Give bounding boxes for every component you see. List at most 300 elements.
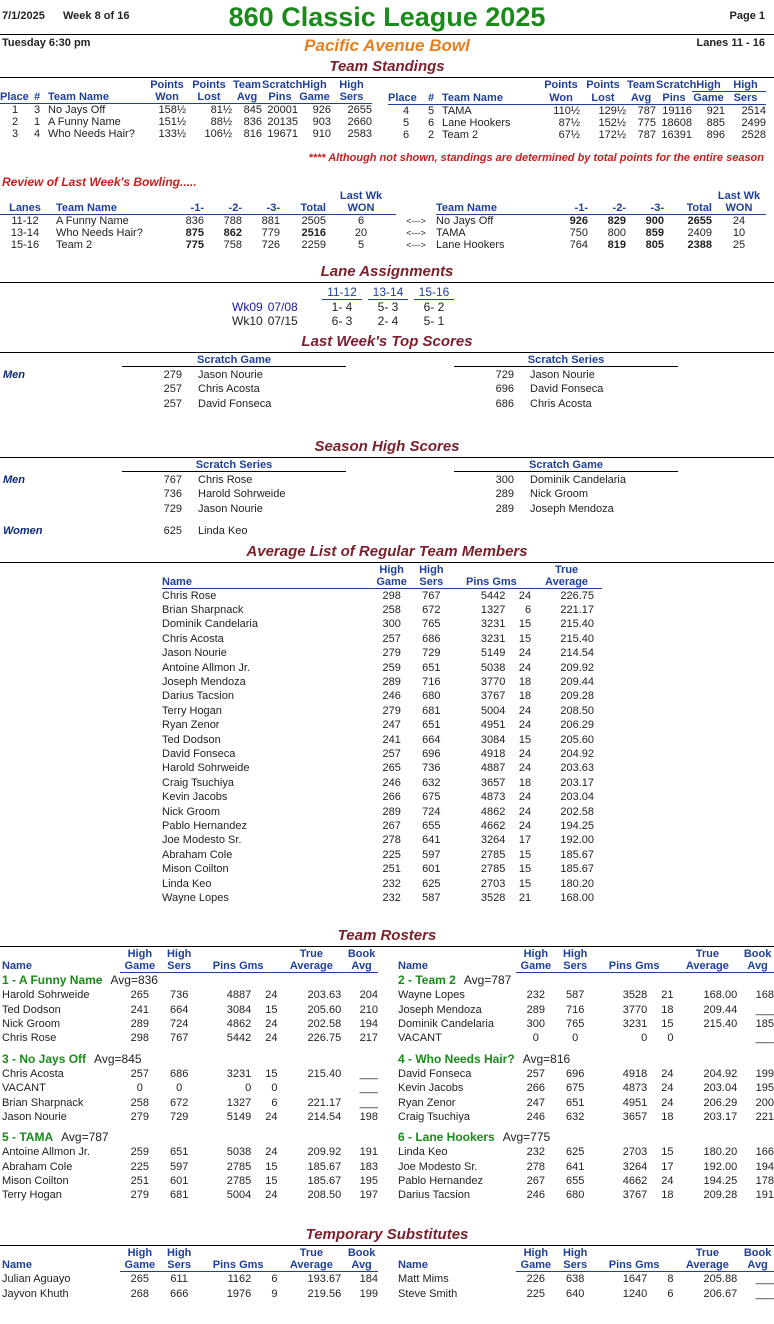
high-game: 298 xyxy=(382,589,401,602)
book-avg: 217 xyxy=(359,1032,378,1045)
team-heading xyxy=(396,973,774,988)
bowler-name: Darius Tacsion xyxy=(162,690,234,703)
bowler-name: Linda Keo xyxy=(398,1146,448,1159)
pins: 4887 xyxy=(226,989,252,1002)
high-sers: 632 xyxy=(422,776,441,789)
book-avg: 195 xyxy=(755,1082,774,1095)
pair-a: 1- 4 xyxy=(331,300,353,314)
book-avg: 184 xyxy=(359,1273,378,1286)
total: 2655 xyxy=(687,215,712,227)
team-average: Avg=845 xyxy=(94,1051,142,1066)
high-game: 896 xyxy=(706,129,725,141)
true-average: 194.25 xyxy=(703,1175,738,1188)
bowler-name: Nick Groom xyxy=(2,1017,61,1030)
high-sers: 724 xyxy=(169,1017,189,1030)
hdr-points-lost: Points xyxy=(192,79,226,91)
high-game: 265 xyxy=(130,1273,150,1286)
high-sers: 736 xyxy=(169,989,189,1002)
high-game: 278 xyxy=(382,834,401,847)
high-game: 246 xyxy=(382,776,401,789)
true-average xyxy=(277,1081,345,1095)
true-average: 204.92 xyxy=(560,747,594,760)
roster-row xyxy=(396,1002,774,1016)
games: 6 xyxy=(667,1287,674,1300)
bowler-name: Nick Groom xyxy=(162,805,221,818)
high-sers: 2514 xyxy=(741,105,766,117)
high-game: 289 xyxy=(382,805,401,818)
season-men-series-list xyxy=(122,474,346,517)
week-label: Wk09 xyxy=(232,299,263,314)
average-row xyxy=(162,848,602,862)
high-sers: 655 xyxy=(565,1175,585,1188)
scratch-pins: 18608 xyxy=(661,117,692,129)
bowler-name: Chris Rose xyxy=(162,589,217,602)
high-game: 268 xyxy=(130,1287,150,1300)
hdr-avg: Avg xyxy=(345,1259,378,1272)
book-avg: 185 xyxy=(755,1017,774,1030)
games: 21 xyxy=(518,891,532,904)
book-avg: ___ xyxy=(755,1003,774,1016)
high-game: 247 xyxy=(382,719,401,732)
high-sers: 601 xyxy=(422,863,441,876)
bowler-name: Jason Nourie xyxy=(2,1110,67,1123)
hdr-name: Name xyxy=(398,1259,428,1272)
league-title: 860 Classic League 2025 xyxy=(228,2,546,32)
pins: 4887 xyxy=(480,762,506,775)
won: 25 xyxy=(732,239,746,251)
hdr-team-name: Team Name xyxy=(438,92,542,105)
average-row xyxy=(162,675,602,689)
pins: 3657 xyxy=(480,776,506,789)
true-average: 221.17 xyxy=(307,1096,342,1109)
true-average: 203.17 xyxy=(703,1110,738,1123)
score: 289 xyxy=(495,502,514,515)
high-game: 246 xyxy=(526,1189,546,1202)
high-game: 232 xyxy=(382,891,401,904)
week-label: Week 8 of 16 xyxy=(63,10,130,22)
pins: 5004 xyxy=(480,704,506,717)
book-avg: 183 xyxy=(359,1160,378,1173)
hdr-pins: Pins xyxy=(656,92,692,105)
high-game: 251 xyxy=(382,863,401,876)
points-lost: 81½ xyxy=(210,104,232,116)
pins: 3231 xyxy=(622,1017,648,1030)
bowler-name: David Fonseca xyxy=(530,383,604,396)
true-average: 209.28 xyxy=(703,1189,738,1202)
book-avg: 191 xyxy=(755,1189,774,1202)
game2: 800 xyxy=(607,227,626,239)
points-lost: 106½ xyxy=(204,128,232,140)
high-sers: 625 xyxy=(565,1146,585,1159)
pins: 5442 xyxy=(226,1032,252,1045)
true-average: 185.67 xyxy=(560,863,594,876)
high-game: 225 xyxy=(130,1160,150,1173)
bowler-name: Julian Aguayo xyxy=(2,1273,71,1286)
bowler-name: Abraham Cole xyxy=(2,1160,73,1173)
high-sers: 716 xyxy=(565,1003,585,1016)
high-sers: 696 xyxy=(422,747,441,760)
high-sers: 716 xyxy=(422,676,441,689)
high-sers: 611 xyxy=(170,1273,188,1286)
score-row xyxy=(122,369,346,383)
book-avg: ___ xyxy=(359,1067,378,1080)
hdr-true: True xyxy=(695,948,719,960)
season-men-games-list xyxy=(454,474,678,517)
games: 24 xyxy=(661,1082,674,1095)
games: 18 xyxy=(661,1003,674,1016)
team-name: Team 2 xyxy=(56,239,93,251)
true-average: 219.56 xyxy=(307,1287,342,1300)
average-row xyxy=(162,689,602,703)
hdr-high-game: High xyxy=(302,79,327,91)
lane-pair-2: 13-14 xyxy=(368,285,408,300)
bowler-name: Chris Acosta xyxy=(198,383,260,396)
book-avg: 195 xyxy=(359,1175,378,1188)
games: 18 xyxy=(518,676,532,689)
bowler-name: Jason Nourie xyxy=(162,647,227,660)
team-name: Team 2 xyxy=(442,129,479,141)
high-game: 926 xyxy=(312,104,331,116)
hdr-lost: Lost xyxy=(580,92,626,105)
true-average: 203.17 xyxy=(560,776,594,789)
bowler-name: Craig Tsuchiya xyxy=(162,776,234,789)
team-number: 3 xyxy=(33,104,41,116)
score-row xyxy=(122,383,346,397)
bowler-name: Ted Dodson xyxy=(162,733,221,746)
bowler-name: Nick Groom xyxy=(530,488,589,501)
average-row xyxy=(162,718,602,732)
games: 0 xyxy=(271,1082,278,1095)
team-name: Who Needs Hair? xyxy=(56,227,143,239)
true-average: 206.29 xyxy=(703,1096,738,1109)
hdr-points-lost: Points xyxy=(586,79,620,92)
bowler-name: Mison Coilton xyxy=(162,863,229,876)
bowler-name: Darius Tacsion xyxy=(398,1189,470,1202)
average-row xyxy=(162,776,602,790)
bowler-name: Joe Modesto Sr. xyxy=(162,834,242,847)
hdr-game3: -3- xyxy=(242,202,280,215)
high-sers: 641 xyxy=(565,1160,585,1173)
games: 24 xyxy=(518,747,532,760)
bowler-name: Dominik Candelaria xyxy=(530,474,626,486)
score-row xyxy=(454,503,678,517)
team-label: 4 - Who Needs Hair? xyxy=(398,1051,515,1066)
pair-c: 5- 1 xyxy=(423,314,445,328)
true-average: 215.40 xyxy=(307,1067,342,1080)
pins: 4873 xyxy=(622,1082,648,1095)
average-row xyxy=(162,862,602,876)
pins: 2703 xyxy=(622,1146,648,1159)
score-row xyxy=(122,474,346,488)
hdr-name: Name xyxy=(2,1259,32,1272)
true-average: 202.58 xyxy=(560,805,594,818)
average-row xyxy=(162,632,602,646)
book-avg: 221 xyxy=(755,1110,774,1123)
high-sers: 587 xyxy=(565,989,585,1002)
bowler-name: Harold Sohrweide xyxy=(162,762,250,775)
hdr-game3: -3- xyxy=(626,202,664,215)
lanes-range: Lanes 11 - 16 xyxy=(696,37,765,49)
high-game: 226 xyxy=(526,1273,546,1286)
roster-row xyxy=(0,1174,378,1188)
pins: 5004 xyxy=(226,1189,252,1202)
average-row xyxy=(162,833,602,847)
high-sers: 651 xyxy=(422,719,441,732)
pins: 4918 xyxy=(480,747,506,760)
score-row xyxy=(454,383,678,397)
bowler-name: Craig Tsuchiya xyxy=(398,1110,470,1123)
bowler-name: Linda Keo xyxy=(198,525,248,537)
team-heading xyxy=(396,1130,774,1145)
review-row xyxy=(0,227,766,239)
standings-note: **** Although not shown, standings are determined by total points for the entire season xyxy=(308,152,764,164)
average-row xyxy=(162,819,602,833)
page-number: Page 1 xyxy=(729,10,765,22)
high-sers: 729 xyxy=(169,1110,189,1123)
score: 696 xyxy=(495,383,514,396)
high-game: 258 xyxy=(130,1096,150,1109)
high-sers: 651 xyxy=(169,1146,189,1159)
team-label: 1 - A Funny Name xyxy=(2,973,103,987)
team-number: 1 xyxy=(33,116,41,128)
games: 18 xyxy=(661,1110,674,1123)
score: 279 xyxy=(163,369,182,381)
lanes: 13-14 xyxy=(10,227,40,239)
roster-row xyxy=(0,1002,378,1016)
high-sers: 681 xyxy=(169,1189,189,1202)
high-game: 257 xyxy=(382,632,401,645)
bowler-name: Pablo Hernandez xyxy=(162,819,248,832)
pins: 4951 xyxy=(480,719,506,732)
bowler-name: Antoine Allmon Jr. xyxy=(2,1146,91,1159)
place: 2 xyxy=(11,116,19,128)
high-sers: 625 xyxy=(422,877,441,890)
hdr-high: High xyxy=(127,1247,153,1259)
subs-left-column xyxy=(0,1247,378,1301)
review-table xyxy=(0,190,770,251)
hdr-avg: Avg xyxy=(741,1259,774,1272)
score: 729 xyxy=(495,369,514,381)
high-game: 225 xyxy=(382,848,401,861)
bowler-name: Jason Nourie xyxy=(530,369,595,381)
high-game: 232 xyxy=(526,989,546,1002)
hdr-true: True xyxy=(299,948,323,960)
pins: 4662 xyxy=(622,1175,648,1188)
high-game: 232 xyxy=(382,877,401,890)
high-sers: 2660 xyxy=(347,116,372,128)
book-avg: 199 xyxy=(755,1067,774,1080)
team-heading xyxy=(0,973,378,988)
points-lost: 152½ xyxy=(598,117,626,129)
pins: 4918 xyxy=(622,1067,648,1080)
true-average: 215.40 xyxy=(703,1017,738,1030)
score: 300 xyxy=(495,474,514,486)
high-game: 265 xyxy=(382,762,401,775)
bowler-name: Chris Acosta xyxy=(530,397,592,410)
team-avg: 816 xyxy=(243,128,262,140)
team-name: No Jays Off xyxy=(436,215,494,227)
week-date: 07/08 xyxy=(267,299,298,314)
roster-row xyxy=(0,1067,378,1081)
pins: 3770 xyxy=(480,676,506,689)
bowler-name: Jason Nourie xyxy=(198,502,263,515)
game2: 758 xyxy=(223,239,242,251)
true-average: 214.54 xyxy=(307,1110,342,1123)
team-number: 2 xyxy=(427,129,435,141)
high-game: 246 xyxy=(382,690,401,703)
hdr-avg: Avg xyxy=(232,91,262,104)
rosters-title: Team Rosters xyxy=(337,927,437,944)
high-sers: 666 xyxy=(169,1287,189,1300)
standings-row xyxy=(0,128,372,140)
team-name: A Funny Name xyxy=(56,215,129,227)
book-avg: ___ xyxy=(755,1032,774,1045)
high-game: 241 xyxy=(130,1003,150,1016)
points-won: 110½ xyxy=(553,105,580,117)
hdr-team-avg: Team xyxy=(627,79,655,92)
bowler-name: Joseph Mendoza xyxy=(162,676,246,689)
pins: 5038 xyxy=(226,1146,252,1159)
book-avg: ___ xyxy=(359,1096,378,1109)
place: 6 xyxy=(402,129,410,141)
hdr-sers: Sers xyxy=(331,91,372,104)
average-row xyxy=(162,617,602,631)
total: 2259 xyxy=(301,239,326,251)
top-series-title: Scratch Series xyxy=(454,354,678,367)
high-sers: 767 xyxy=(169,1032,189,1045)
high-game: 279 xyxy=(382,647,401,660)
games: 0 xyxy=(667,1032,674,1045)
game1: 875 xyxy=(185,227,204,239)
game2: 862 xyxy=(223,227,242,239)
bowler-name: Brian Sharpnack xyxy=(2,1096,84,1109)
hdr-num: # xyxy=(424,92,438,105)
high-sers: 641 xyxy=(422,834,441,847)
hdr-high: High xyxy=(166,1247,192,1259)
hdr-scratch-pins: Scratch xyxy=(262,79,303,91)
high-game: 298 xyxy=(130,1032,150,1045)
standings-title: Team Standings xyxy=(329,58,445,75)
team-name: TAMA xyxy=(436,227,466,239)
roster-row xyxy=(0,1081,378,1095)
roster-row xyxy=(0,1272,378,1286)
lane-assign-table xyxy=(232,285,454,328)
true-average: 203.63 xyxy=(307,989,342,1002)
true-average: 192.00 xyxy=(703,1160,738,1173)
pins: 3528 xyxy=(622,989,648,1002)
bowler-name: Jayvon Khuth xyxy=(2,1287,69,1300)
high-game: 300 xyxy=(526,1017,546,1030)
true-average: 209.92 xyxy=(560,661,594,674)
book-avg: 194 xyxy=(755,1160,774,1173)
high-game: 247 xyxy=(526,1096,546,1109)
bowler-name: Wayne Lopes xyxy=(162,891,229,904)
roster-row xyxy=(396,1067,774,1081)
pair-a: 6- 3 xyxy=(331,314,353,328)
hdr-avg: Avg xyxy=(741,960,774,973)
hdr-scratch-pins: Scratch xyxy=(656,79,697,92)
hdr-sers: Sers xyxy=(556,1259,595,1272)
top-game-title: Scratch Game xyxy=(122,354,346,367)
game3: 859 xyxy=(645,227,664,239)
high-sers: 686 xyxy=(422,632,441,645)
average-row xyxy=(162,876,602,890)
games: 24 xyxy=(518,719,532,732)
bowler-name: Ryan Zenor xyxy=(162,719,220,732)
book-avg: 178 xyxy=(755,1175,774,1188)
hdr-won: WON xyxy=(326,202,396,215)
bowler-name: Mison Coilton xyxy=(2,1175,69,1188)
average-row xyxy=(162,790,602,804)
team-number: 5 xyxy=(427,105,435,117)
week-cell xyxy=(232,314,322,328)
book-avg: 210 xyxy=(359,1003,378,1016)
top-series-list xyxy=(454,369,678,412)
hdr-pins-gms: Pins Gms xyxy=(595,960,674,973)
pins: 0 xyxy=(641,1032,648,1045)
team-name: TAMA xyxy=(442,105,472,117)
pins: 3264 xyxy=(480,834,506,847)
team-heading xyxy=(0,1130,378,1145)
scratch-pins: 19671 xyxy=(267,128,298,140)
games: 15 xyxy=(661,1146,674,1159)
games: 6 xyxy=(271,1096,278,1109)
hdr-pins-gms: Pins Gms xyxy=(452,576,531,589)
true-average: 203.04 xyxy=(560,791,594,804)
high-game: 289 xyxy=(382,676,401,689)
hdr-high-game: High xyxy=(692,79,725,92)
hdr-lastwk: Last Wk xyxy=(339,190,383,202)
lane-assign-title: Lane Assignments xyxy=(320,263,454,280)
bowler-name: Dominik Candelaria xyxy=(398,1017,494,1030)
games: 15 xyxy=(265,1160,278,1173)
roster-row xyxy=(396,1272,774,1286)
score: 289 xyxy=(495,488,514,501)
bowler-name: Jason Nourie xyxy=(198,369,263,381)
book-avg: 204 xyxy=(359,989,378,1002)
hdr-game2: -2- xyxy=(588,202,626,215)
game3: 779 xyxy=(261,227,280,239)
game2: 829 xyxy=(607,215,626,227)
team-avg: 787 xyxy=(637,105,656,117)
pins: 3084 xyxy=(226,1003,252,1016)
bowler-name: Joe Modesto Sr. xyxy=(398,1160,478,1173)
games: 6 xyxy=(525,604,532,617)
true-average: 214.54 xyxy=(560,647,594,660)
pins: 3767 xyxy=(622,1189,648,1202)
high-game: 267 xyxy=(526,1175,546,1188)
pins: 3084 xyxy=(480,733,506,746)
team-average: Avg=816 xyxy=(522,1051,571,1066)
points-won: 151½ xyxy=(158,116,186,128)
bowler-name: Brian Sharpnack xyxy=(162,604,244,617)
hdr-num: # xyxy=(30,91,44,104)
roster-row xyxy=(396,1031,774,1045)
total: 2409 xyxy=(687,227,712,239)
bowler-name: Ryan Zenor xyxy=(398,1096,456,1109)
hdr-avg: Avg xyxy=(626,92,656,105)
place: 1 xyxy=(11,104,19,116)
roster-row xyxy=(396,1286,774,1300)
true-average: 203.04 xyxy=(703,1082,738,1095)
won: 10 xyxy=(732,227,746,239)
hdr-pins-gms: Pins Gms xyxy=(595,1259,674,1272)
game1: 750 xyxy=(569,227,588,239)
true-average: 202.58 xyxy=(307,1017,342,1030)
standings-right xyxy=(388,79,766,141)
book-avg: ___ xyxy=(359,1082,378,1095)
games: 21 xyxy=(661,989,674,1002)
